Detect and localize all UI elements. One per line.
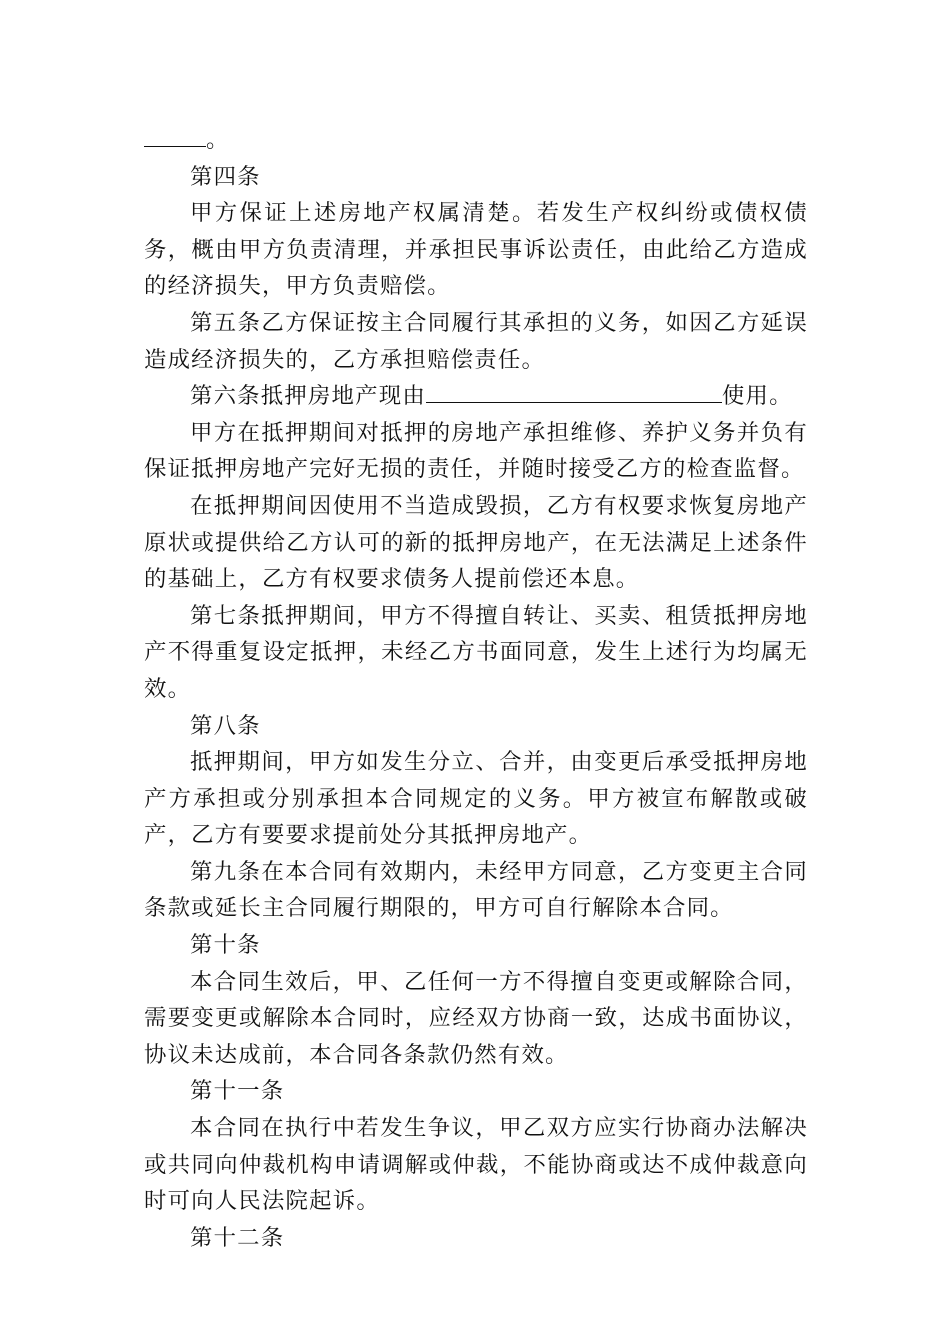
article-4-body: 甲方保证上述房地产权属清楚。若发生产权纠纷或债权债务，概由甲方负责清理，并承担民事诉讼责任，由此给乙方造成的经济损失，甲方负责赔偿。 [144,200,808,300]
article-10-body: 本合同生效后，甲、乙任何一方不得擅自变更或解除合同，需要变更或解除本合同时，应经双方协商一致，达成书面协议，协议未达成前，本合同各条款仍然有效。 [144,968,808,1068]
article-6: 第六条抵押房地产现由 使用。 [190,383,793,410]
article-10-title: 第十条 [190,932,261,959]
fill-in-blank [144,128,206,147]
article-11-title: 第十一条 [190,1078,285,1105]
article-5: 第五条乙方保证按主合同履行其承担的义务，如因乙方延误造成经济损失的，乙方承担赔偿责任。 [144,309,808,373]
article-8-title: 第八条 [190,712,261,739]
article-8-body: 抵押期间，甲方如发生分立、合并，由变更后承受抵押房地产方承担或分别承担本合同规定的义务。甲方被宣布解散或破产，乙方有要要求提前处分其抵押房地产。 [144,749,808,849]
article-12-title: 第十二条 [190,1224,285,1251]
article-6-paragraph-2: 甲方在抵押期间对抵押的房地产承担维修、养护义务并负有保证抵押房地产完好无损的责任，并随时接受乙方的检查监督。 [144,419,808,483]
article-7: 第七条抵押期间，甲方不得擅自转让、买卖、租赁抵押房地产不得重复设定抵押，未经乙方书面同意，发生上述行为均属无效。 [144,602,808,702]
contract-body [144,122,808,1256]
article-9: 第九条在本合同有效期内，未经甲方同意，乙方变更主合同条款或延长主合同履行期限的，甲方可自行解除本合同。 [144,858,808,922]
article-11-body: 本合同在执行中若发生争议，甲乙双方应实行协商办法解决或共同向仲裁机构申请调解或仲裁，不能协商或达不成仲裁意向时可向人民法院起诉。 [144,1115,808,1215]
article-6-paragraph-3: 在抵押期间因使用不当造成毁损，乙方有权要求恢复房地产原状或提供给乙方认可的新的抵押房地产，在无法满足上述条件的基础上，乙方有权要求债务人提前偿还本息。 [144,492,808,593]
continuation-line: 。 [144,122,808,159]
user-fill-in-blank [426,384,722,403]
article-4-title: 第四条 [190,163,261,190]
